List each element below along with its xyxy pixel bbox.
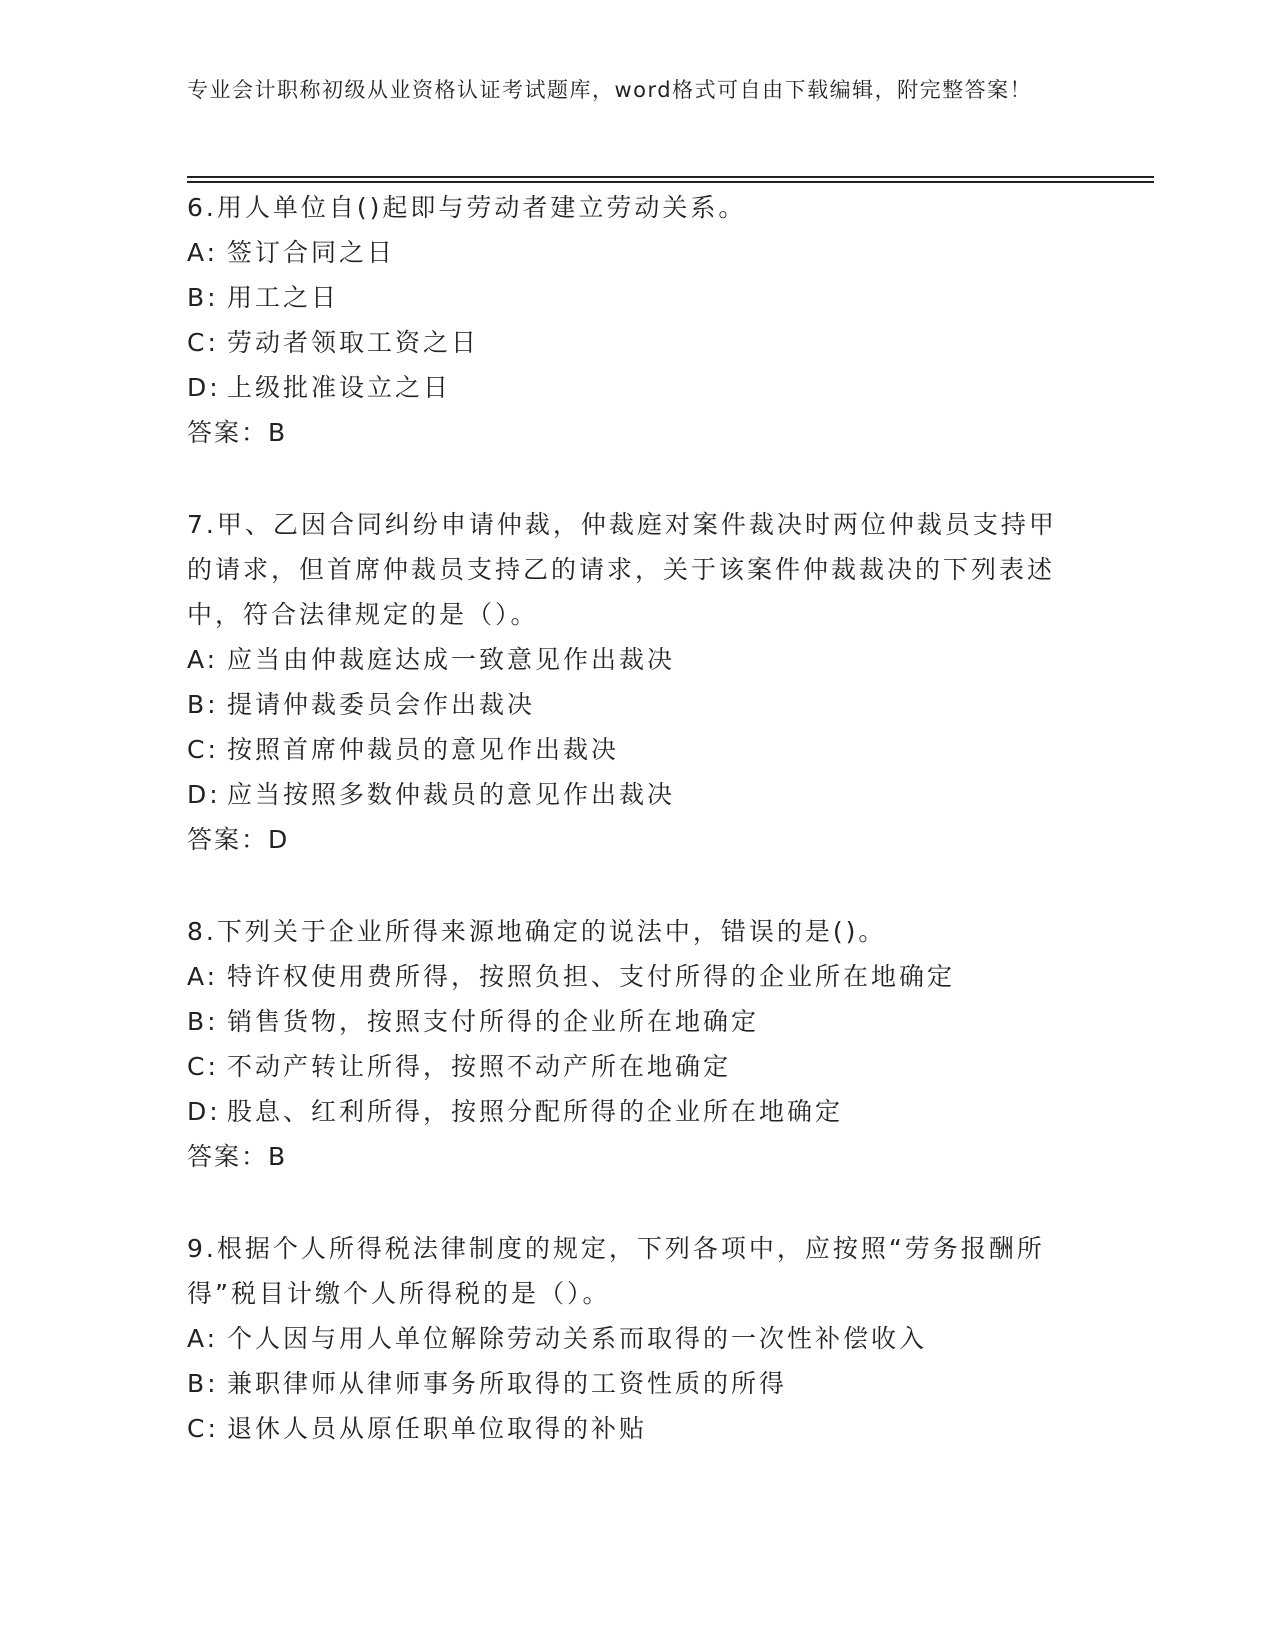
option-key: B: (187, 1007, 219, 1036)
answer-line: 答案：D (187, 825, 290, 854)
option-text: 应当由仲裁庭达成一致意见作出裁决 (227, 645, 676, 674)
option-key: C: (187, 328, 219, 357)
option-text: 兼职律师从律师事务所取得的工资性质的所得 (227, 1369, 788, 1398)
answer-line: 答案：B (187, 418, 288, 447)
option-c (187, 1406, 1067, 1451)
option-a (187, 954, 1067, 999)
option-key: D: (187, 373, 221, 402)
option-text: 提请仲裁委员会作出裁决 (227, 690, 536, 719)
answer-line: 答案：B (187, 1142, 288, 1171)
option-c (187, 727, 1067, 772)
question-list (187, 185, 1067, 1498)
option-key: D: (187, 780, 221, 809)
option-key: A: (187, 645, 219, 674)
option-a (187, 637, 1067, 682)
option-key: A: (187, 238, 219, 267)
option-key: B: (187, 690, 219, 719)
option-d (187, 365, 1067, 410)
question-stem: 7.甲、乙因合同纠纷申请仲裁，仲裁庭对案件裁决时两位仲裁员支持甲的请求，但首席仲裁员支持乙的请求，关于该案件仲裁裁决的下列表述中，符合法律规定的是（）。 (187, 510, 1057, 629)
question-6 (187, 185, 1067, 455)
option-b (187, 999, 1067, 1044)
question-stem: 6.用人单位自()起即与劳动者建立劳动关系。 (187, 193, 747, 222)
option-b (187, 1361, 1067, 1406)
option-text: 销售货物，按照支付所得的企业所在地确定 (227, 1007, 760, 1036)
option-key: C: (187, 1052, 219, 1081)
option-text: 用工之日 (227, 283, 340, 312)
header-divider-top (187, 176, 1154, 178)
option-c (187, 1044, 1067, 1089)
option-a (187, 1316, 1067, 1361)
header-divider-bottom (187, 181, 1154, 183)
option-a (187, 230, 1067, 275)
option-d (187, 1089, 1067, 1134)
option-text: 股息、红利所得，按照分配所得的企业所在地确定 (227, 1097, 844, 1126)
question-stem: 9.根据个人所得税法律制度的规定，下列各项中，应按照“劳务报酬所得”税目计缴个人所得税的是（）。 (187, 1234, 1045, 1308)
option-key: B: (187, 1369, 219, 1398)
question-stem: 8.下列关于企业所得来源地确定的说法中，错误的是()。 (187, 917, 887, 946)
option-text: 应当按照多数仲裁员的意见作出裁决 (227, 780, 676, 809)
question-7 (187, 502, 1067, 862)
option-text: 不动产转让所得，按照不动产所在地确定 (227, 1052, 732, 1081)
option-text: 特许权使用费所得，按照负担、支付所得的企业所在地确定 (227, 962, 956, 991)
option-key: B: (187, 283, 219, 312)
option-key: D: (187, 1097, 221, 1126)
page-header: 专业会计职称初级从业资格认证考试题库，word格式可自由下载编辑，附完整答案！ (187, 78, 1033, 102)
option-b (187, 275, 1067, 320)
question-9 (187, 1226, 1067, 1451)
option-key: C: (187, 1414, 219, 1443)
option-text: 个人因与用人单位解除劳动关系而取得的一次性补偿收入 (227, 1324, 928, 1353)
option-c (187, 320, 1067, 365)
option-text: 签订合同之日 (227, 238, 396, 267)
option-text: 劳动者领取工资之日 (227, 328, 480, 357)
option-text: 按照首席仲裁员的意见作出裁决 (227, 735, 620, 764)
option-d (187, 772, 1067, 817)
option-key: C: (187, 735, 219, 764)
option-key: A: (187, 962, 219, 991)
option-key: A: (187, 1324, 219, 1353)
option-text: 上级批准设立之日 (227, 373, 452, 402)
option-text: 退休人员从原任职单位取得的补贴 (227, 1414, 648, 1443)
question-8 (187, 909, 1067, 1179)
option-b (187, 682, 1067, 727)
